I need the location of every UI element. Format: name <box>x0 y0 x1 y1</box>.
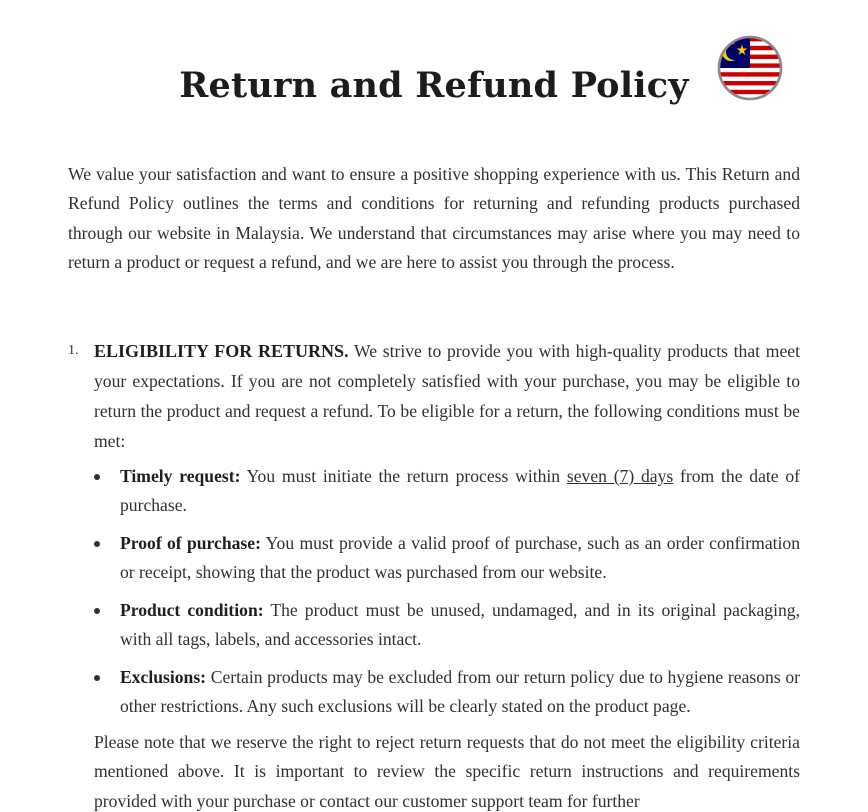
list-item <box>94 596 800 653</box>
bullet-icon <box>94 608 100 614</box>
bullet-text-after: from the date of purchase. <box>120 466 801 515</box>
bullet-text: You must provide a valid proof of purchase, such as an order confirmation or receipt, showing that the product was purchased from our website. <box>120 533 801 582</box>
intro-paragraph: We value your satisfaction and want to ensure a positive shopping experience with us. This Return and Refund Policy outlines the terms and conditions for returning and refunding products purchased through our website in Malaysia. We understand that circumstances may arise where you may need to return a product or request a refund, and we are here to assist you through the process. <box>68 164 800 272</box>
section-number: 1. <box>68 343 79 358</box>
bullet-icon <box>94 474 100 480</box>
underlined-period: seven (7) days <box>566 466 674 486</box>
bullet-icon <box>94 541 100 547</box>
page-title: Return and Refund Policy <box>179 65 689 106</box>
closing-paragraph: Please note that we reserve the right to reject return requests that do not meet the eligibility criteria mentioned above. It is important to review the specific return instructions and requirements provided with your purchase or contact our customer support team for further <box>94 732 800 811</box>
malaysia-flag-icon <box>716 34 784 102</box>
bullet-text: Certain products may be excluded from our return policy due to hygiene reasons or other restrictions. Any such exclusions will be clearly stated on the product page. <box>120 667 800 716</box>
list-item <box>94 663 800 720</box>
list-item <box>94 529 800 586</box>
bullet-icon <box>94 675 100 681</box>
section-heading: ELIGIBILITY FOR RETURNS. <box>94 341 349 361</box>
bullet-text: The product must be unused, undamaged, and in its original packaging, with all tags, labels, and accessories intact. <box>120 600 800 649</box>
section-text: We strive to provide you with high-quality products that meet your expectations. If you are not completely satisfied with your purchase, you may be eligible to return the product and request a refund. To be eligible for a return, the following conditions must be met: <box>94 341 800 451</box>
bullet-term: Product condition: <box>120 600 264 620</box>
bullet-term: Timely request: <box>120 466 241 486</box>
bullet-term: Exclusions: <box>120 667 207 687</box>
section-body <box>94 336 800 456</box>
bullet-term: Proof of purchase: <box>120 533 261 553</box>
bullet-text-before: You must initiate the return process within <box>246 466 561 486</box>
list-item <box>94 462 800 519</box>
section-eligibility <box>68 336 800 456</box>
